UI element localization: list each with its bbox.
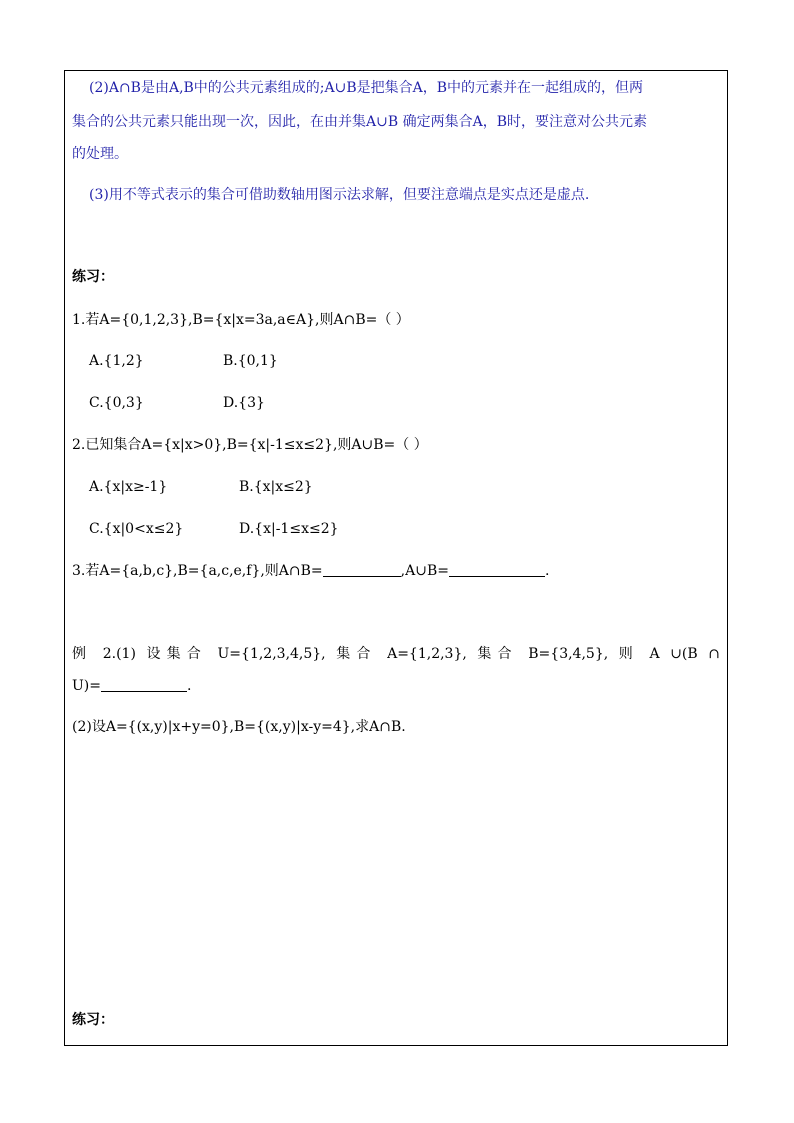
question-1-stem: 1.若A={0,1,2,3},B={x|x=3a,a∈A},则A∩B=（ ） bbox=[72, 312, 410, 328]
example-2-line-2-end: . bbox=[187, 678, 192, 694]
question-2-option-c: C.{x|0<x≤2} bbox=[89, 521, 184, 537]
question-2-stem: 2.已知集合A={x|x>0},B={x|-1≤x≤2},则A∪B=（ ） bbox=[72, 437, 428, 453]
answer-blank-union[interactable] bbox=[449, 562, 545, 577]
example-2-part-2: (2)设A={(x,y)|x+y=0},B={(x,y)|x-y=4},求A∩B. bbox=[72, 719, 406, 735]
answer-blank-intersection[interactable] bbox=[323, 562, 401, 577]
question-1-option-b: B.{0,1} bbox=[223, 353, 278, 369]
note-line-4: (3)用不等式表示的集合可借助数轴用图示法求解，但要注意端点是实点还是虚点. bbox=[89, 187, 590, 203]
example-2-line-2-prefix: U)= bbox=[72, 678, 101, 694]
question-2-option-b: B.{x|x≤2} bbox=[239, 479, 313, 495]
practice-heading-1: 练习： bbox=[72, 269, 114, 285]
question-3-end: . bbox=[544, 563, 550, 579]
example-2-line-2 bbox=[72, 677, 191, 695]
content-frame bbox=[64, 70, 728, 1046]
example-2-line-1: 例 2.(1) 设集合 U={1,2,3,4,5}, 集合 A={1,2,3}, 集合 B={3,4,5}, 则 A ∪(B ∩ bbox=[72, 646, 720, 662]
note-line-2: 集合的公共元素只能出现一次，因此，在由并集A∪B 确定两集合A，B时，要注意对公共元素 bbox=[72, 114, 647, 130]
question-1-option-d: D.{3} bbox=[223, 395, 265, 411]
question-1-option-a: A.{1,2} bbox=[89, 353, 144, 369]
note-line-1: (2)A∩B是由A,B中的公共元素组成的;A∪B是把集合A，B中的元素并在一起组成的，但两 bbox=[89, 80, 644, 96]
question-3 bbox=[72, 562, 549, 580]
practice-heading-2: 练习： bbox=[72, 1012, 114, 1028]
question-1-option-c: C.{0,3} bbox=[89, 395, 144, 411]
question-2-option-d: D.{x|-1≤x≤2} bbox=[239, 521, 339, 537]
question-3-mid: ,A∪B= bbox=[400, 563, 449, 579]
question-3-prefix: 3.若A={a,b,c},B={a,c,e,f},则A∩B= bbox=[72, 563, 323, 579]
answer-blank-example-2[interactable] bbox=[101, 677, 187, 692]
note-line-3: 的处理。 bbox=[72, 146, 128, 162]
question-2-option-a: A.{x|x≥-1} bbox=[89, 479, 168, 495]
